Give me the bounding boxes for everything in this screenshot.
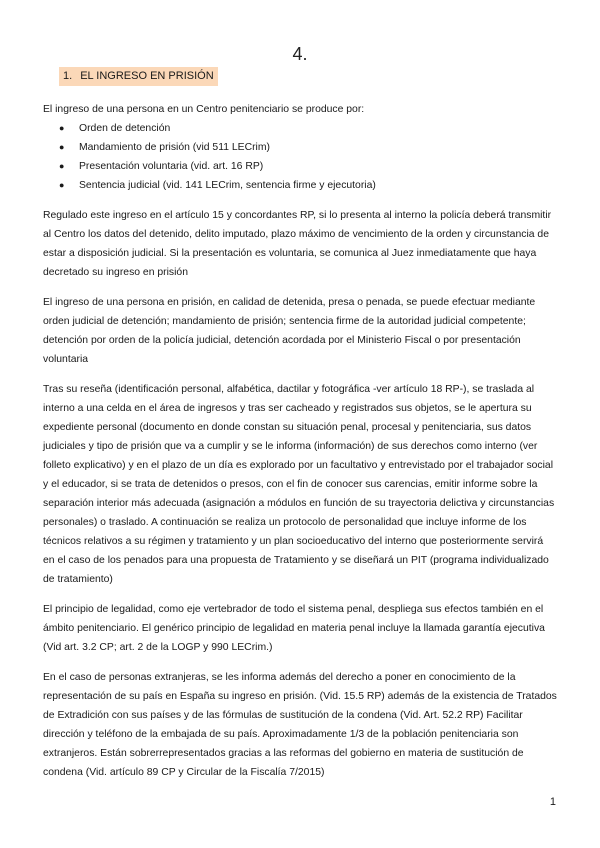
list-item [59, 176, 557, 195]
heading-title: EL INGRESO EN PRISIÓN [80, 70, 214, 82]
list-item-text: Sentencia judicial (vid. 141 LECrim, sentencia firme y ejecutoria) [79, 180, 376, 191]
section-number: 4. [292, 44, 308, 64]
paragraph-regulation: Regulado este ingreso en el artículo 15 y concordantes RP, si lo presenta al interno la policía deberá transmitir al Centro los datos del detenido, delito imputado, plazo máximo de vencimiento de la orden y circunstancia de estar a disposición judicial. Si la presentación es voluntaria, se comunica al Juez inmediatamente que haya decretado su ingreso en prisión [43, 210, 552, 278]
list-item-text: Mandamiento de prisión (vid 511 LECrim) [79, 142, 270, 153]
list-item-text: Orden de detención [79, 123, 171, 134]
section-heading [59, 67, 218, 86]
bullet-icon: ● [59, 123, 65, 133]
admission-list [43, 119, 557, 195]
bullet-icon: ● [59, 180, 65, 190]
bullet-icon: ● [59, 161, 65, 171]
page-number: 1 [549, 796, 556, 808]
heading-number: 1. [63, 70, 73, 82]
bullet-icon: ● [59, 142, 65, 152]
paragraph-admission-modes: El ingreso de una persona en prisión, en calidad de detenida, presa o penada, se puede efectuar mediante orden judicial de detención; mandamiento de prisión; sentencia firme de la autoridad judicial competente; detención por orden de la policía judicial, detención acordada por el Ministerio Fiscal o por presentación voluntaria [43, 297, 536, 365]
intro-paragraph: El ingreso de una persona en un Centro penitenciario se produce por: [43, 104, 365, 115]
list-item [59, 157, 557, 176]
document-body [43, 100, 557, 793]
paragraph-procedure: Tras su reseña (identificación personal, alfabética, dactilar y fotográfica -ver artículo 18 RP-), se traslada al interno a una celda en el área de ingresos y tras ser cacheado y registrados sus objetos, se le apertura su expediente personal (documento en donde constan su situación penal, procesal y penitenciaria, sus datos judiciales y tipo de prisión que va a cumplir y se le informa (información) de sus derechos como interno (ver folleto explicativo) y en el plazo de un día es explorado por un facultativo y entrevistado por el trabajador social y el educador, si se trata de detenidos o presos, con el fin de conocer sus carencias, emitir informe sobre la separación interior más adecuada (asignación a módulos en función de su trayectoria delictiva y circunstancias personales) o traslado. A continuación se realiza un protocolo de personalidad que incluye informe de los técnicos relativos a su régimen y tratamiento y un plan socioeducativo del interno que posteriormente servirá en el caso de los penados para una propuesta de Tratamiento y se diseñará un PIT (programa individualizado de tratamiento) [43, 384, 555, 585]
paragraph-legality: El principio de legalidad, como eje vertebrador de todo el sistema penal, despliega sus efectos también en el ámbito penitenciario. El genérico principio de legalidad en materia penal incluye la llamada garantía ejecutiva (Vid art. 3.2 CP; art. 2 de la LOGP y 990 LECrim.) [43, 604, 545, 653]
paragraph-foreigners: En el caso de personas extranjeras, se les informa además del derecho a poner en conocimiento de la representación de su país en España su ingreso en prisión. (Vid. 15.5 RP) además de la existencia de Tratados de Extradición con sus países y de las fórmulas de sustitución de la condena (Vid. Art. 52.2 RP) Facilitar dirección y teléfono de la embajada de su país. Aproximadamente 1/3 de la población penitenciaria son extranjeros. Están sobrerrepresentados gracias a las reformas del gobierno en materia de sustitución de condena (Vid. artículo 89 CP y Circular de la Fiscalía 7/2015) [43, 672, 557, 778]
list-item-text: Presentación voluntaria (vid. art. 16 RP) [79, 161, 264, 172]
list-item [59, 138, 557, 157]
list-item [59, 119, 557, 138]
